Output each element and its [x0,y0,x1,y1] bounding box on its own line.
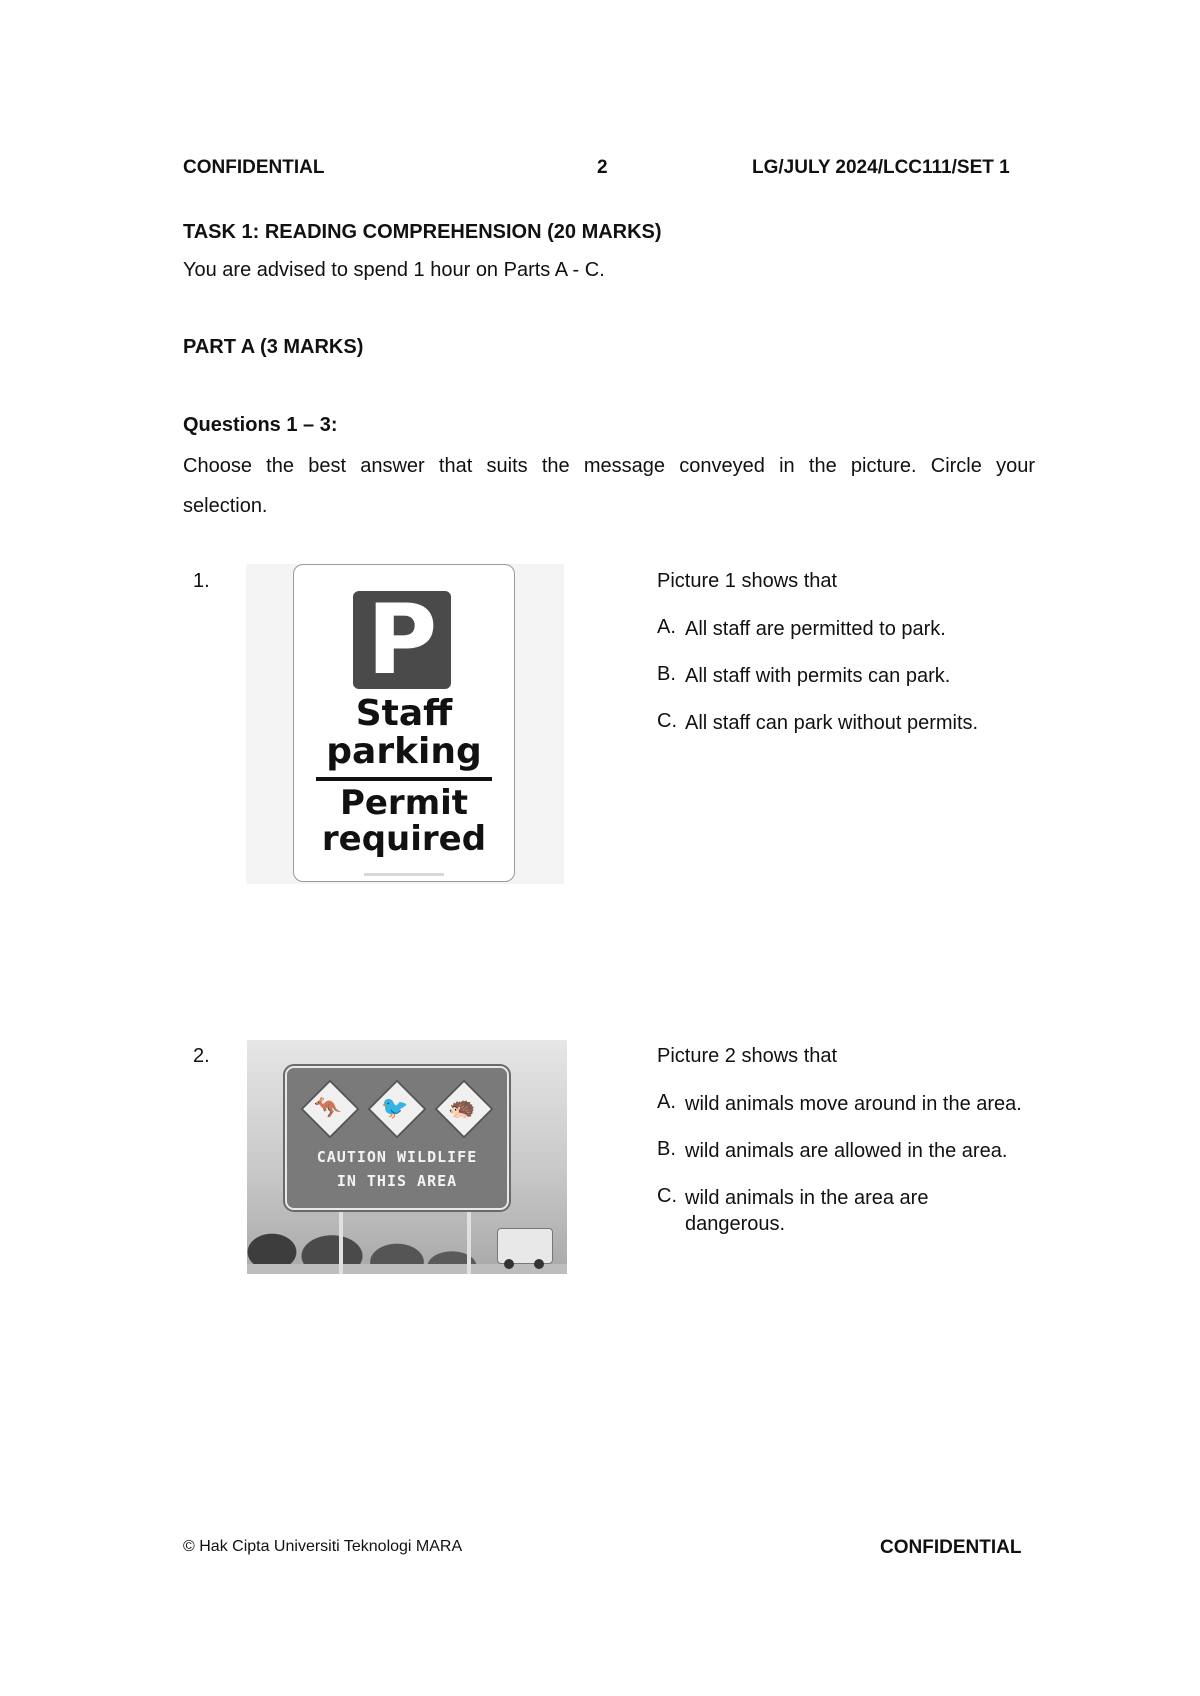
picture-1-staff-parking-sign [246,564,564,884]
question-2-block [657,1045,1025,1258]
sign-text-area: IN THIS AREA [336,1172,458,1190]
sign-fine-print [294,863,514,867]
sign-text-parking: parking [326,731,482,772]
road [247,1264,567,1274]
kangaroo-icon: 🦘 [314,1095,342,1120]
question-1-option-b[interactable] [657,663,1025,689]
header-confidential: CONFIDENTIAL [183,157,325,178]
sign-post-right [467,1206,471,1274]
footer-confidential: CONFIDENTIAL [880,1537,1022,1558]
question-1-stem: Picture 1 shows that [657,570,838,592]
echidna-icon: 🦔 [448,1095,476,1120]
question-1-number: 1. [193,570,210,592]
option-text: All staff with permits can park. [685,665,951,687]
option-text: All staff are permitted to park. [685,618,946,640]
question-2-option-a[interactable] [657,1091,1025,1117]
questions-heading: Questions 1 – 3: [183,414,338,436]
question-2-options [657,1091,1025,1237]
option-letter: B. [657,1138,676,1160]
sign-post-left [339,1206,343,1274]
wildlife-sign-board [285,1066,509,1210]
question-1-option-c[interactable] [657,710,1025,736]
question-2-option-c[interactable] [657,1185,1025,1237]
question-1-block [657,570,1025,757]
document-code: LG/JULY 2024/LCC111/SET 1 [752,157,1010,178]
parking-p-icon: P [353,591,451,689]
option-letter: C. [657,710,677,732]
instruction-line-1: Choose the best answer that suits the message conveyed in the picture. Circle your [183,455,1035,477]
task-title: TASK 1: READING COMPREHENSION (20 MARKS) [183,221,662,243]
question-2-option-b[interactable] [657,1138,1025,1164]
option-text: wild animals move around in the area. [685,1093,1022,1115]
page-number: 2 [597,157,608,178]
sign-text-required: required [321,819,487,859]
picture-2-wildlife-sign [247,1040,567,1274]
question-1-option-a[interactable] [657,616,1025,642]
sign-divider [316,777,492,781]
sign-text-permit: Permit [339,783,469,823]
time-advice: You are advised to spend 1 hour on Parts A - C. [183,259,605,281]
option-letter: B. [657,663,676,685]
option-text: wild animals in the area are dangerous. [685,1187,929,1235]
sign-text-caution: CAUTION WILDLIFE [316,1148,478,1166]
copyright-notice: © Hak Cipta Universiti Teknologi MARA [183,1538,463,1555]
part-title: PART A (3 MARKS) [183,336,364,358]
question-2-number: 2. [193,1045,210,1067]
van-icon [497,1228,553,1264]
parking-sign [293,564,515,882]
instruction-line-2: selection. [183,495,268,517]
option-text: All staff can park without permits. [685,712,979,734]
option-text: wild animals are allowed in the area. [685,1140,1008,1162]
option-letter: C. [657,1185,677,1207]
sign-text-staff: Staff [355,693,453,734]
emu-icon: 🐦 [381,1095,409,1120]
option-letter: A. [657,1091,676,1113]
option-letter: A. [657,616,676,638]
question-2-stem: Picture 2 shows that [657,1045,838,1067]
question-1-options [657,616,1025,736]
